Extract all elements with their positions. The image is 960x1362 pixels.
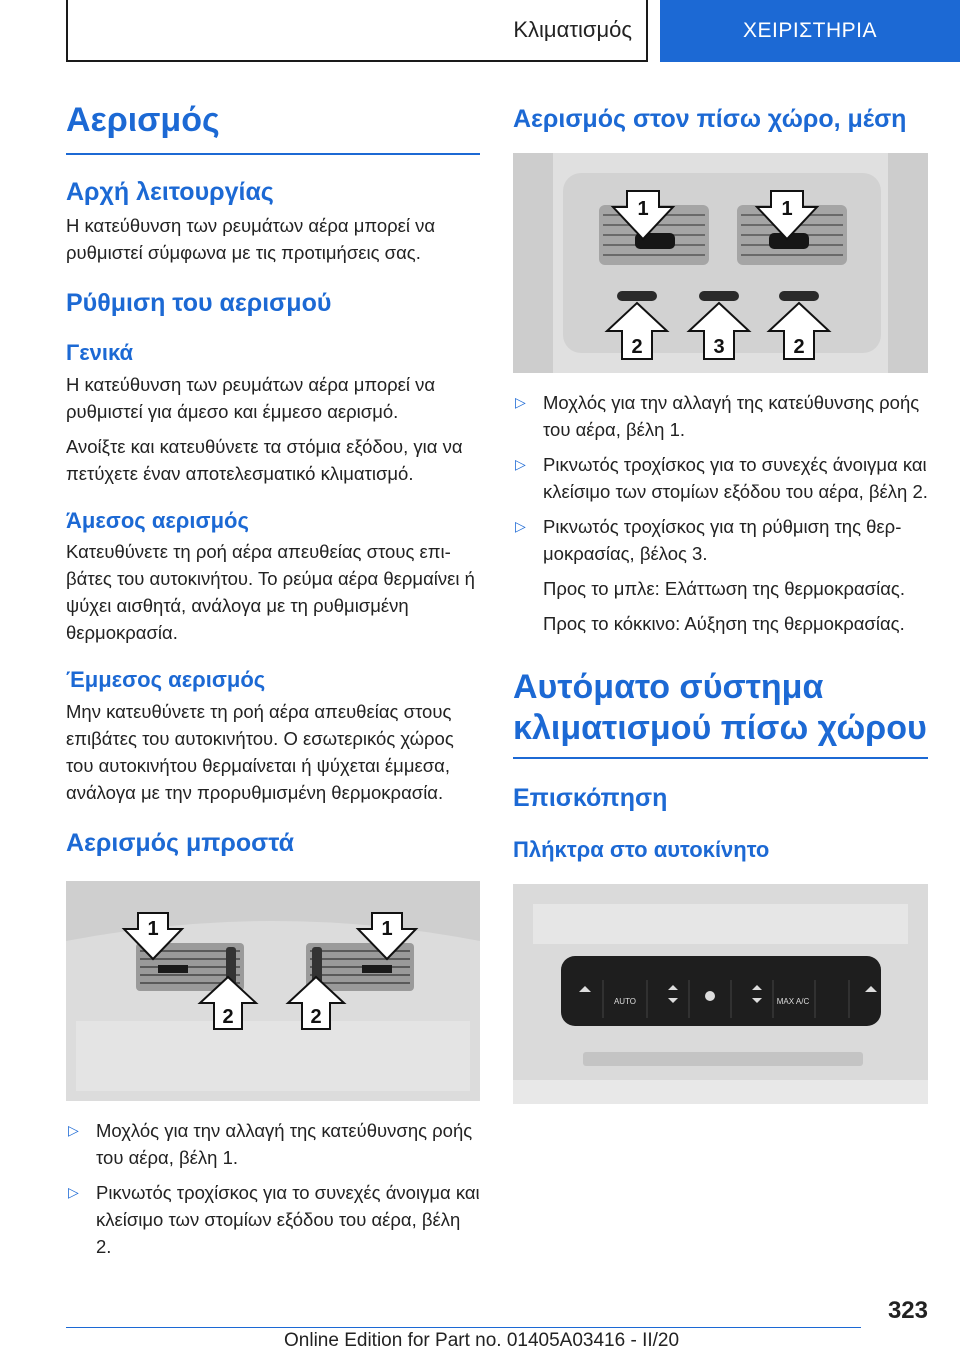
para-indirect: Μην κατευθύνετε τη ροή αέρα απευθείας στους επιβάτες του αυτοκινήτου. Ο εσωτερικός χώρος του αυτοκινήτου θερμαίνεται ή ψύχεται έμμεσα, ανάλογα με την προρυθμισμένη θερμοκρασία. [66,700,454,803]
para-principle: Η κατεύθυνση των ρευμάτων αέρα μπορεί να ρυθμιστεί σύμφωνα με τις προτιμήσεις σας. [66,215,436,264]
list-item [66,1179,480,1260]
heading-principle: Αρχή λειτουργίας [66,177,274,206]
footer-edition: Online Edition for Part no. 01405A03416 - II/20 [284,1330,680,1351]
front-label-2a: 2 [222,1006,234,1029]
page-number: 323 [887,1297,928,1324]
triangle-bullet-icon: ▷ [515,518,526,535]
rear-wheel-left [617,291,657,301]
rear-label-2b: 2 [793,336,805,359]
note-red: Προς το κόκκινο: Αύξηση της θερμοκρασίας. [543,613,905,635]
front-vents-image [66,881,480,1101]
footer-divider [66,1327,861,1328]
rear-wheel-center [699,291,739,301]
list-item [513,389,928,443]
header-chapter-tab [660,0,960,62]
list-item-text: Μοχλός για την αλλαγή της κατεύθυνσης ροής του αέρα, βέλη 1. [96,1120,473,1169]
front-vents-illustration [66,881,480,1101]
header-section-box [66,0,648,62]
header-chapter-title: ΧΕΙΡΙΣΤΗΡΙΑ [742,19,877,42]
heading-general: Γενικά [66,340,134,366]
panel-maxac-button: MAX A/C [776,996,810,1006]
rear-vents-image [513,153,928,373]
list-item-text: Ρικνωτός τροχίσκος για το συνεχές άνοιγμα και κλείσιμο των στομίων εξόδου του αέρα, βέλη 2. [543,454,928,503]
heading-adjust: Ρύθμιση του αερισμού [66,289,332,318]
rear-vents-illustration [513,153,928,373]
header-section-title: Κλιματισμός [513,17,632,42]
heading-direct: Άμεσος αερισμός [66,507,249,533]
left-column [66,100,480,1260]
rear-label-3: 3 [713,336,725,359]
rear-label-2a: 2 [631,336,643,359]
rear-label-1b: 1 [781,198,793,221]
right-column [513,100,928,1104]
triangle-bullet-icon: ▷ [68,1122,79,1139]
front-items-list [66,1117,480,1260]
list-item-text: Ρικνωτός τροχίσκος για το συνεχές άνοιγμα και κλείσιμο των στομίων εξόδου του αέρα, βέλη 2. [96,1182,480,1258]
front-label-2b: 2 [310,1006,322,1029]
para-general-2: Ανοίξτε και κατευθύνετε τα στόμια εξόδου, για να πετύχετε έναν αποτελεσματικό κλιματισμό. [66,435,463,484]
para-general-1: Η κατεύθυνση των ρευμάτων αέρα μπορεί να ρυθμιστεί για άμεσο και έμμεσο αερισμό. [66,373,436,422]
list-item [513,513,928,567]
airflow-icon [705,991,715,1001]
list-item [66,1117,480,1171]
rear-items-list [513,389,928,567]
triangle-bullet-icon: ▷ [68,1184,79,1201]
heading-overview: Επισκόπηση [513,783,668,812]
note-blue: Προς το μπλε: Ελάττωση της θερμοκρασίας. [543,578,905,600]
rear-panel-illustration [513,884,928,1104]
para-direct: Κατευθύνετε τη ροή αέρα απευθείας στους επιβάτες του αυτοκινήτου. Το ρεύμα αέρα θερμαίνει ή ψύχει αισθητά, ανάλογα με τη ρυθμισμένη θερμοκρασία. [66,541,475,644]
heading-indirect: Έμμεσος αερισμός [66,667,266,693]
rear-label-1a: 1 [637,198,649,221]
front-label-1a: 1 [147,918,159,941]
rear-panel-image [513,884,928,1104]
list-item-text: Μοχλός για την αλλαγή της κατεύθυνσης ροής του αέρα, βέλη 1. [543,392,920,441]
section-title-auto: Αυτόματο σύστημα κλιματισμού πίσω χώρου [513,668,927,748]
triangle-bullet-icon: ▷ [515,394,526,411]
triangle-bullet-icon: ▷ [515,456,526,473]
page-title: Αερισμός [66,101,220,139]
list-item [513,451,928,505]
rear-control-panel [561,956,881,1026]
heading-rear: Αερισμός στον πίσω χώρο, μέση [513,105,907,133]
front-label-1b: 1 [381,918,393,941]
list-item-text: Ρικνωτός τροχίσκος για τη ρύθμιση της θερμοκρασίας, βέλος 3. [543,516,902,565]
heading-buttons: Πλήκτρα στο αυτοκίνητο [513,837,770,863]
panel-auto-button: AUTO [613,996,637,1006]
rear-wheel-right [779,291,819,301]
heading-front: Αερισμός μπροστά [66,828,295,857]
